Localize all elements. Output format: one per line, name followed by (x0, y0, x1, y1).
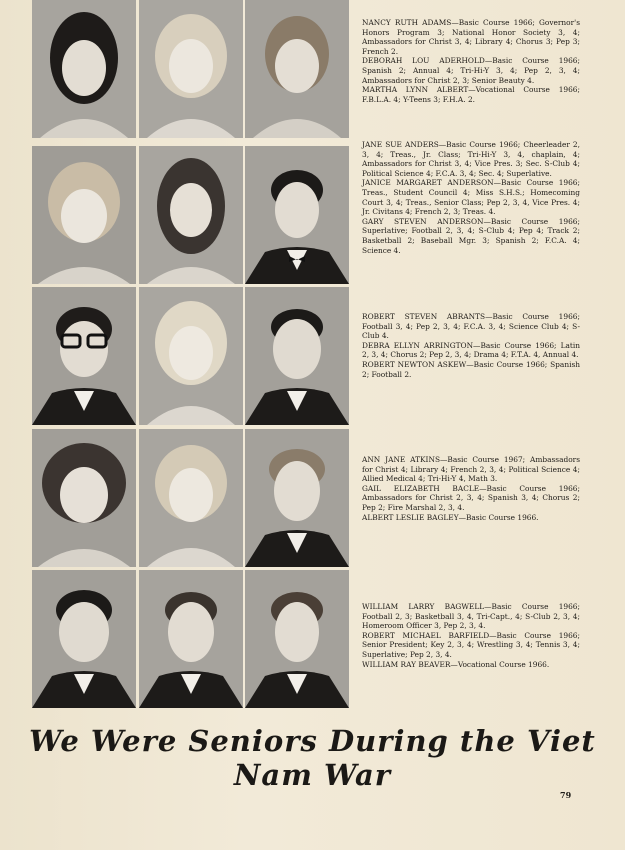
portrait-photo (32, 570, 136, 708)
portrait-photo (139, 570, 243, 708)
senior-bio: WILLIAM RAY BEAVER—Vocational Course 1966. (362, 659, 550, 669)
bio-group-row-3 (362, 312, 580, 379)
portrait-photo (32, 0, 136, 138)
senior-bio: ROBERT NEWTON ASKEW—Basic Course 1966; Spanish 2; Football 2. (362, 359, 580, 379)
portrait-photo (245, 570, 349, 708)
bio-group-row-5 (362, 602, 580, 669)
senior-bio: WILLIAM LARRY BAGWELL—Basic Course 1966; Football 2, 3; Basketball 3, 4, Tri-Capt., 4; S-Club 2, 3, 4; Homeroom Officer 3, Pep 2, 3, 4. (362, 602, 580, 631)
senior-bio: GARY STEVEN ANDERSON—Basic Course 1966; Superlative; Football 2, 3, 4; S-Club 4; Pep 4; Track 2; Basketball 2; Baseball Mgr. 3; Spanish 2; F.C.A. 4; Science 4. (362, 216, 580, 255)
senior-bio: JANICE MARGARET ANDERSON—Basic Course 1966; Treas., Student Council 4; Miss S.H.S.; Homecoming Court 3, 4; Treas., Senior Class; Pep 2, 3, 4, Vice Pres. 4; Jr. Civitans 4; French 2, 3; Treas. 4. (362, 178, 580, 217)
portrait-photo (245, 429, 349, 567)
senior-bio: ROBERT MICHAEL BARFIELD—Basic Course 1966; Senior President; Key 2, 3, 4; Wrestling 3, 4; Tennis 3, 4; Superlative; Pep 2, 3, 4. (362, 630, 580, 659)
portrait-photo (139, 146, 243, 284)
portrait-photo (32, 429, 136, 567)
senior-bio: MARTHA LYNN ALBERT—Vocational Course 1966; F.B.L.A. 4; Y-Teens 3; F.H.A. 2. (362, 85, 580, 104)
bio-group-row-4 (362, 455, 580, 522)
portrait-photo (32, 146, 136, 284)
portrait-photo (139, 429, 243, 567)
bio-group-row-1 (362, 18, 580, 104)
bio-group-row-2 (362, 140, 580, 255)
portrait-photo (245, 146, 349, 284)
senior-bio: GAIL ELIZABETH BACLE—Basic Course 1966; Ambassadors for Christ 2, 3, 4; Spanish 3, 4; Chorus 2; Pep 2; Fire Marshal 2, 3, 4. (362, 483, 580, 512)
senior-bio: NANCY RUTH ADAMS—Basic Course 1966; Governor's Honors Program 3; National Honor Society 3, 4; Ambassadors for Christ 3, 4; Library 4; Chorus 3; Pep 3; French 2. (362, 18, 580, 56)
portrait-photo (32, 287, 136, 425)
senior-bio: DEBORAH LOU ADERHOLD—Basic Course 1966; Spanish 2; Annual 4; Tri-Hi-Y 3, 4; Pep 2, 3, 4; Ambassadors for Christ 2, 3; Senior Beauty 4. (362, 56, 580, 85)
page-title: We Were Seniors During the Viet Nam War (29, 724, 596, 792)
senior-bio: JANE SUE ANDERS—Basic Course 1966; Cheerleader 2, 3, 4; Treas., Jr. Class; Tri-Hi-Y 3, 4, chaplain, 4; Ambassadors for Christ 3, 4; Vice Pres. 3; Sec. S-Club 4; Political Science 4; F.C.A. 3, 4; Sec. 4; Superlative. (362, 140, 580, 178)
senior-bio: ROBERT STEVEN ABRANTS—Basic Course 1966; Football 3, 4; Pep 2, 3, 4; F.C.A. 3, 4; Science Club 4; S-Club 4. (362, 312, 580, 341)
portrait-photo (245, 287, 349, 425)
senior-portrait-grid (32, 0, 350, 708)
portrait-photo (245, 0, 349, 138)
senior-bio: ANN JANE ATKINS—Basic Course 1967; Ambassadors for Christ 4; Library 4; French 2, 3, 4; Political Science 4; Allied Medical 4; Tri-Hi-Y 4, Math 3. (362, 455, 580, 484)
page-number: 79 (560, 790, 572, 800)
senior-bio: ALBERT LESLIE BAGLEY—Basic Course 1966. (362, 512, 539, 522)
portrait-photo (139, 287, 243, 425)
portrait-photo (139, 0, 243, 138)
senior-bio: DEBRA ELLYN ARRINGTON—Basic Course 1966; Latin 2, 3, 4; Chorus 2; Pep 2, 3, 4; Drama 4; F.T.A. 4, Annual 4. (362, 340, 580, 360)
